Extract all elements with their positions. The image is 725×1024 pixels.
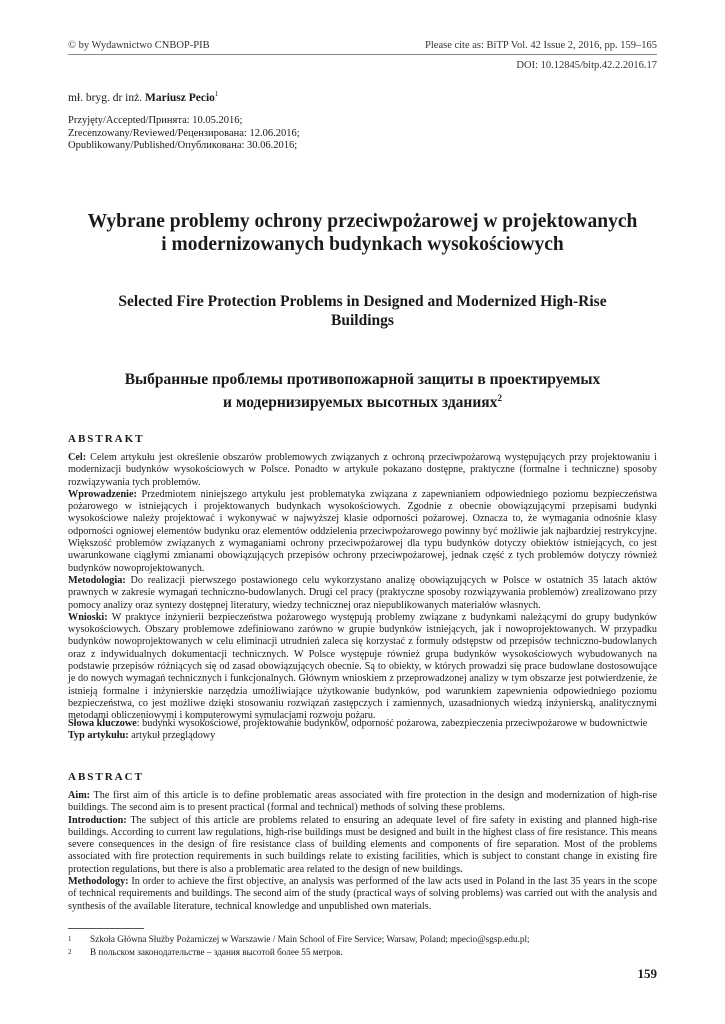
title-russian-line-2 <box>60 389 665 412</box>
keywords-label: Słowa kluczowe <box>68 718 137 729</box>
footnote-mark: 2 <box>68 948 72 956</box>
paragraph-text: W praktyce inżynierii bezpieczeństwa pożarowego występują problemy związane z budynkami należącymi do grupy budynków wysokościowych. Obszary problemowe zdefiniowano zarówno w grupie budynków istniejących, jak i nowoprojektowanych. W przypadku budynków nowoprojektowanych w celu eliminacji utrudnień zaleca się korzystać z formuły odstępstw od przepisów techniczno-budowlanych oraz z indywidualnych dokumentacji technicznych. W Polsce występuje również grupa budynków wysokościowych wybudowanych na podstawie przepisów różniących się od zasad obowiązujących obecnie. Są to obiekty, w których prowadzi się prace budowlane dostosowujące je do nowych wymagań technicznych i funkcjonalnych. Głównym wnioskiem z przeprowadzonej analizy w tym obszarze jest potwierdzenie, że istnieją formalne i inżynierskie narzędzia umożliwiające użytkowanie budynków, pod warunkiem zapewnienia odpowiedniego poziomu bezpieczeństwa, co jest możliwe dzięki stosowaniu rozwiązań zastępczych i zamiennych, uzasadnionych wiedzą inżynierską, analitycznymi metodami obliczeniowymi i komputerowymi symulacjami rozwoju pożaru. <box>68 611 657 722</box>
keywords-block <box>68 718 657 743</box>
abstrakt-paragraph-conclusions <box>68 612 657 723</box>
paragraph-text: In order to achieve the first objective, an analysis was performed of the law acts used in Poland in the last 35 years in the scope of technical requirements and buildings. The second aim of the study (practical ways of solving problems) was carried out with the analysis and synthesis of the available literature, technical knowledge and unpublished own materials. <box>68 876 657 912</box>
paragraph-text: The first aim of this article is to define problematic areas associated with fire protection in the design and modernization of high-rise buildings. The second aim is to present practical (formal and technical) methods of solving these problems. <box>68 790 657 814</box>
publisher-line: © by Wydawnictwo CNBOP-PIB <box>68 40 210 51</box>
paragraph-label: Wnioski: <box>68 611 108 623</box>
paragraph-label: Aim: <box>68 790 91 801</box>
footnote-text: Szkoła Główna Służby Pożarniczej w Warszawie / Main School of Fire Service; Warsaw, Poland; mpecio@sgsp.edu.pl; <box>90 934 530 944</box>
header-divider <box>68 54 657 55</box>
paragraph-text: Do realizacji pierwszego postawionego celu wykorzystano analizę obowiązujących w Polsce w ostatnich 35 latach aktów prawnych w zakresie wymagań techniczno-budowlanych. Drugi cel pracy (praktyczne sposoby rozwiązywania problemów) zrealizowano przy pomocy analizy oraz syntezy dostępnej literatury, wiedzy technicznej oraz niepublikowanych materiałów własnych. <box>68 574 657 611</box>
title-english <box>60 292 665 330</box>
article-type-line <box>68 730 657 742</box>
abstrakt-heading: ABSTRAKT <box>68 433 145 445</box>
keywords-text: : budynki wysokościowe, projektowanie budynków, odporność pożarowa, zabezpieczenia przeciwpożarowe w budownictwie <box>136 718 648 729</box>
date-reviewed: Zrecenzowany/Reviewed/Рецензирована: 12.06.2016; <box>68 127 300 139</box>
paragraph-text: Przedmiotem niniejszego artykułu jest problematyka związana z zapewnianiem odpowiedniego poziomu bezpieczeństwa pożarowego w istniejących i projektowanych budynkach wysokościowych. Zgodnie z obecnie obowiązującymi przepisami budynki wysokościowe należy projektować i wykonywać w najwyższej klasie odporności pożarowej. Oznacza to, że wymagania odnośnie klasy odporności ogniowej elementów budynku oraz elementów oddzielenia przeciwpożarowego powinny być możliwie jak najbardziej restrykcyjne. Większość problemów związanych z wymaganiami ochrony przeciwpożarowej dla typu budynków dotyczy obiektów istniejących, co jest uwarunkowane ciągłymi zmianami obowiązujących przepisów ochrony przeciwpożarowej, jednak część z tych problemów dotyczy również budynków nowoprojektowanych. <box>68 488 657 574</box>
paragraph-label: Wprowadzenie: <box>68 488 137 500</box>
citation-line: Please cite as: BiTP Vol. 42 Issue 2, 2016, pp. 159–165 <box>425 40 657 51</box>
footnote-mark: 1 <box>68 935 72 943</box>
keywords-line <box>68 718 657 730</box>
title-polish <box>60 210 665 256</box>
date-accepted: Przyjęty/Accepted/Принята: 10.05.2016; <box>68 115 243 126</box>
abstrakt-paragraph-aim <box>68 452 657 489</box>
footnote-divider <box>68 928 144 929</box>
abstrakt-body <box>68 452 657 723</box>
footnote-2 <box>68 946 657 958</box>
footnote-1 <box>68 933 657 945</box>
author-name: Mariusz Pecio <box>144 91 215 104</box>
article-type-label: Typ artykułu: <box>68 730 129 742</box>
abstrakt-paragraph-methodology <box>68 575 657 612</box>
date-published: Opublikowany/Published/Опубликована: 30.06.2016; <box>68 140 298 151</box>
paragraph-label: Methodology: <box>68 876 129 888</box>
title-polish-line-2: i modernizowanych budynkach wysokościowych <box>161 234 564 255</box>
review-dates <box>68 115 300 153</box>
title-english-line-1: Selected Fire Protection Problems in Designed and Modernized High-Rise <box>118 293 607 310</box>
title-russian-footnote-mark: 2 <box>497 393 502 403</box>
article-type-text: artykuł przeglądowy <box>128 730 216 742</box>
author-rank: mł. bryg. dr inż. <box>68 91 145 104</box>
title-polish-line-1: Wybrane problemy ochrony przeciwpożarowej w projektowanych <box>87 211 638 232</box>
paragraph-text: Celem artykułu jest określenie obszarów problemowych związanych z ochroną przeciwpożarową występujących przy projektowaniu i modernizacji budynków wysokościowych w Polsce. Ponadto w artykule pokazano dostępne, praktyczne (formalne i techniczne) sposoby rozwiązywania tych problemów. <box>68 452 657 488</box>
title-russian-line-2-text: и модернизируемых высотных зданиях <box>223 394 498 412</box>
page-number: 159 <box>637 966 657 981</box>
abstract-heading: ABSTRACT <box>68 771 144 783</box>
abstract-body <box>68 790 657 913</box>
title-russian <box>60 370 665 412</box>
author-line <box>68 90 218 104</box>
paragraph-label: Introduction: <box>68 814 127 826</box>
abstract-paragraph-aim <box>68 790 657 815</box>
title-english-line-2: Buildings <box>331 312 394 329</box>
abstract-paragraph-introduction <box>68 815 657 876</box>
paragraph-label: Metodologia: <box>68 574 126 586</box>
paragraph-label: Cel: <box>68 452 87 463</box>
footnote-text: В польском законодательстве – здания высотой более 55 метров. <box>90 947 343 957</box>
paragraph-text: The subject of this article are problems related to ensuring an adequate level of fire safety in existing and planned high-rise buildings. According to current law regulations, high-rise buildings must be designed and built in the highest class of fire resistance. This means severe consequences in the design of fire resistance class of building elements and components of fire separation. Most of the problems associated with fire protection requirements in such buildings relate to existing facilities, which is subject to constant change in existing fire protection regulations, but there is also a problematic area related to the design of new buildings. <box>68 814 657 875</box>
abstrakt-paragraph-introduction <box>68 489 657 575</box>
author-footnote-mark: 1 <box>214 90 219 98</box>
title-russian-line-1: Выбранные проблемы противопожарной защиты в проектируемых <box>124 371 601 388</box>
abstract-paragraph-methodology <box>68 876 657 913</box>
doi-line: DOI: 10.12845/bitp.42.2.2016.17 <box>516 60 657 71</box>
